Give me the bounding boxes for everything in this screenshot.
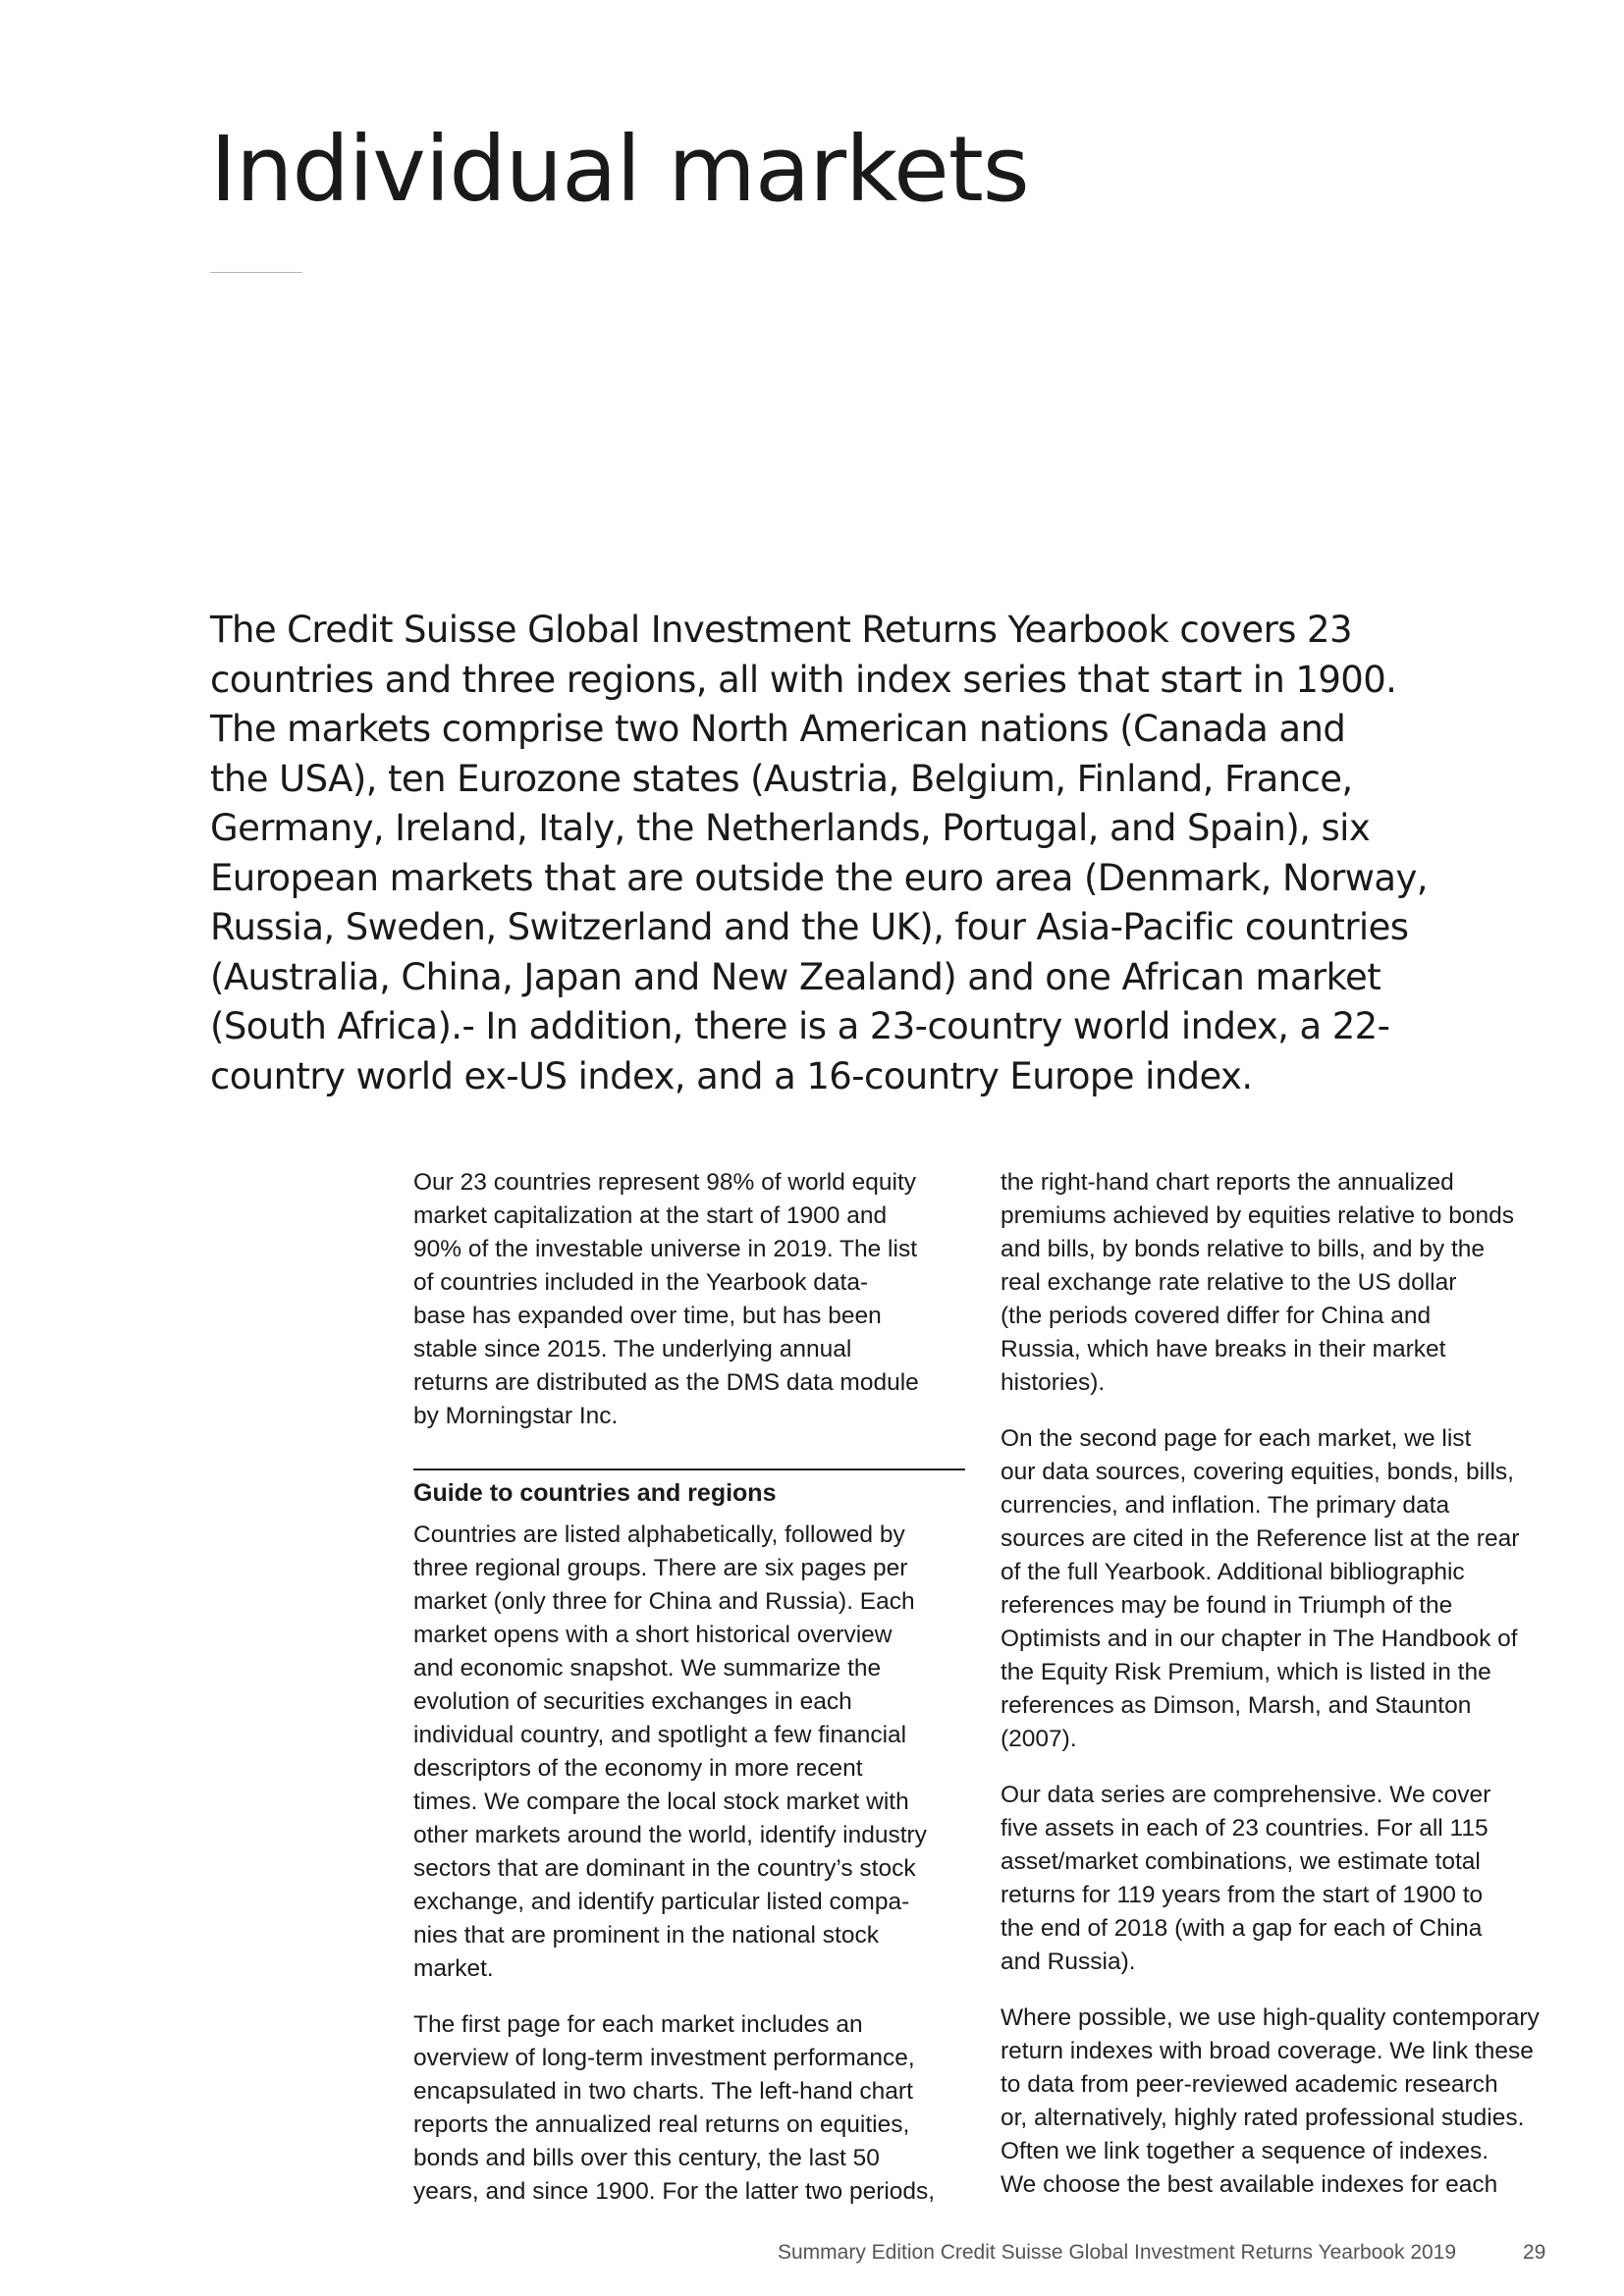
text-line: and economic snapshot. We summarize the [413,1655,882,1682]
text-line: our data sources, covering equities, bonds, bills, [1001,1459,1514,1485]
text-line: market (only three for China and Russia). Each [413,1588,915,1615]
intro-line: country world ex-US index, and a 16-country Europe index. [210,1054,1253,1097]
text-line: stable since 2015. The underlying annual [413,1336,852,1362]
text-line: Our data series are comprehensive. We cover [1001,1782,1491,1808]
text-line: On the second page for each market, we list [1001,1425,1472,1452]
left-column [413,1166,965,2209]
text-line: by Morningstar Inc. [413,1403,619,1429]
text-line: asset/market combinations, we estimate total [1001,1848,1481,1875]
intro-line: countries and three regions, all with index series that start in 1900. [210,658,1397,701]
text-line: references as Dimson, Marsh, and Staunton [1001,1692,1472,1719]
text-line: individual country, and spotlight a few financial [413,1722,907,1748]
text-line: real exchange rate relative to the US dollar [1001,1269,1457,1296]
paragraph-data-series [1001,1779,1552,1979]
text-line: Often we link together a sequence of indexes. [1001,2138,1489,2164]
text-line: the Equity Risk Premium, which is listed in the [1001,1659,1491,1685]
intro-line: European markets that are outside the euro area (Denmark, Norway, [210,856,1428,899]
text-line: Countries are listed alphabetically, followed by [413,1522,905,1548]
text-line: Our 23 countries represent 98% of world equity [413,1169,917,1196]
text-line: currencies, and inflation. The primary data [1001,1492,1450,1519]
page-number: 29 [1523,2241,1546,2264]
text-line: We choose the best available indexes for each [1001,2171,1498,2198]
paragraph-guide [413,1519,965,1986]
intro-paragraph [210,606,1487,1101]
text-line: returns for 119 years from the start of 1900 to [1001,1882,1484,1908]
text-line: bonds and bills over this century, the last 50 [413,2145,880,2171]
text-line: overview of long-term investment performance, [413,2045,915,2071]
text-line: other markets around the world, identify industry [413,1822,927,1848]
text-line: five assets in each of 23 countries. For all 115 [1001,1815,1489,1842]
text-line: 90% of the investable universe in 2019. The list [413,1236,918,1262]
text-line: sources are cited in the Reference list at the rear [1001,1525,1520,1552]
paragraph-first-page [413,2008,965,2209]
paragraph-indexes [1001,2002,1552,2202]
text-line: (the periods covered differ for China and [1001,1303,1432,1329]
text-line: nies that are prominent in the national stock [413,1922,879,1949]
intro-line: The Credit Suisse Global Investment Returns Yearbook covers 23 [210,609,1352,651]
text-line: return indexes with broad coverage. We link these [1001,2038,1534,2064]
text-line: or, alternatively, highly rated professional studies. [1001,2105,1525,2131]
text-line: market. [413,1955,494,1982]
paragraph-second-page [1001,1422,1552,1756]
text-line: Where possible, we use high-quality contemporary [1001,2004,1540,2031]
intro-line: (South Africa).- In addition, there is a 23-country world index, a 22- [210,1005,1390,1047]
guide-heading: Guide to countries and regions [413,1479,777,1507]
paragraph-right-chart [1001,1166,1552,1400]
intro-line: the USA), ten Eurozone states (Austria, Belgium, Finland, France, [210,757,1353,800]
text-line: The first page for each market includes an [413,2011,863,2038]
text-line: of countries included in the Yearbook data- [413,1269,869,1296]
intro-line: The markets comprise two North American nations (Canada and [210,708,1346,750]
text-line: the end of 2018 (with a gap for each of China [1001,1915,1483,1942]
intro-line: (Australia, China, Japan and New Zealand) and one African market [210,955,1381,998]
page-title: Individual markets [210,117,1029,222]
guide-section-rule [413,1468,965,1511]
paragraph-coverage [413,1166,965,1433]
text-line: evolution of securities exchanges in each [413,1688,852,1715]
text-line: reports the annualized real returns on equities, [413,2111,910,2138]
text-line: Russia, which have breaks in their market [1001,1336,1446,1362]
title-underline [210,272,302,273]
text-line: descriptors of the economy in more recent [413,1755,863,1782]
text-line: returns are distributed as the DMS data module [413,1369,919,1396]
text-line: three regional groups. There are six pages per [413,1555,908,1581]
text-line: encapsulated in two charts. The left-hand chart [413,2078,913,2105]
text-line: and bills, by bonds relative to bills, and by the [1001,1236,1486,1262]
text-line: premiums achieved by equities relative to bonds [1001,1202,1514,1229]
text-line: histories). [1001,1369,1106,1396]
text-line: market opens with a short historical overview [413,1622,893,1648]
text-line: references may be found in Triumph of the [1001,1592,1453,1619]
text-line: exchange, and identify particular listed compa- [413,1889,910,1915]
text-line: Optimists and in our chapter in The Handbook of [1001,1626,1518,1652]
text-line: the right-hand chart reports the annualized [1001,1169,1454,1196]
text-line: times. We compare the local stock market with [413,1789,909,1815]
intro-line: Germany, Ireland, Italy, the Netherlands, Portugal, and Spain), six [210,807,1371,849]
text-line: (2007). [1001,1726,1077,1752]
text-line: and Russia). [1001,1949,1136,1975]
text-line: sectors that are dominant in the country’s stock [413,1855,916,1882]
footer-publication-title: Summary Edition Credit Suisse Global Investment Returns Yearbook 2019 [778,2241,1457,2264]
text-line: base has expanded over time, but has been [413,1303,882,1329]
text-line: of the full Yearbook. Additional bibliographic [1001,1559,1465,1585]
text-line: market capitalization at the start of 1900 and [413,1202,888,1229]
intro-line: Russia, Sweden, Switzerland and the UK), four Asia-Pacific countries [210,906,1409,948]
text-line: years, and since 1900. For the latter two periods, [413,2178,936,2205]
right-column [1001,1166,1552,2202]
text-line: to data from peer-reviewed academic research [1001,2071,1498,2098]
